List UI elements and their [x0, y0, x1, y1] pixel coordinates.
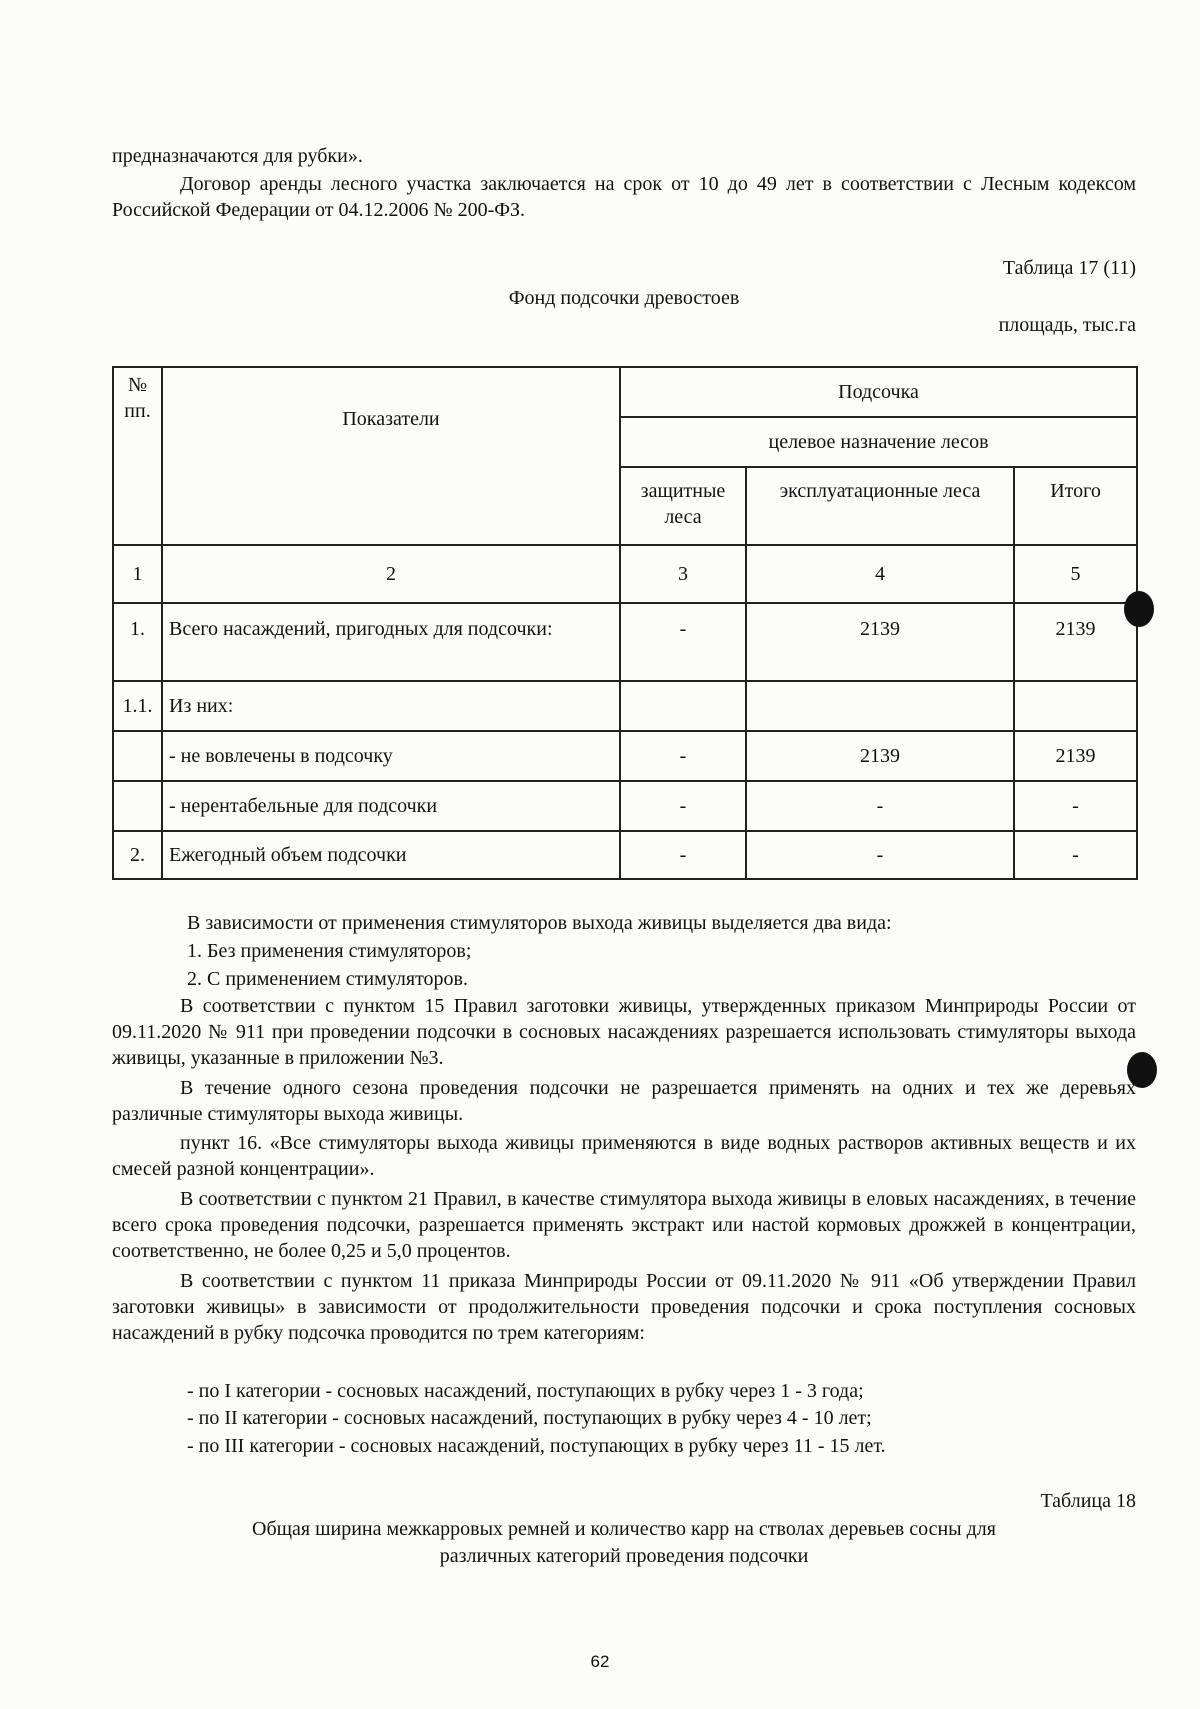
body-paragraph: В течение одного сезона проведения подсочки не разрешается применять на одних и тех же деревьях различные стимуляторы выхода живицы. — [112, 1077, 1136, 1125]
body-list-item: 1. Без применения стимуляторов; — [187, 940, 472, 962]
row-exploitation — [746, 681, 1014, 731]
table-header-row — [113, 367, 1137, 417]
row-protective: - — [620, 603, 746, 681]
header-num: № пп. — [113, 367, 162, 545]
body-list-item: 2. С применением стимуляторов. — [187, 968, 468, 990]
body-paragraph: В соответствии с пунктом 15 Правил заготовки живицы, утвержденных приказом Минприроды России от 09.11.2020 № 911 при проведении подсочки в сосновых насаждениях разрешается использовать стимуляторы выхода живицы, указанные в приложении №3. — [112, 995, 1136, 1069]
row-num: 2. — [113, 831, 162, 879]
row-exploitation: 2139 — [746, 603, 1014, 681]
header-indicators: Показатели — [162, 367, 620, 545]
intro-line: предназначаются для рубки». — [112, 145, 363, 167]
header-purpose: целевое назначение лесов — [620, 417, 1137, 467]
body-paragraph: пункт 16. «Все стимуляторы выхода живицы применяются в виде водных растворов активных веществ и их смесей разной концентрации». — [112, 1132, 1136, 1180]
table-row — [113, 781, 1137, 831]
page-number: 62 — [590, 1652, 610, 1671]
header-tapping: Подсочка — [620, 367, 1137, 417]
category-item: - по II категории - сосновых насаждений, поступающих в рубку через 4 - 10 лет; — [187, 1407, 872, 1429]
table18-title-line1: Общая ширина межкарровых ремней и количество карр на стволах деревьев сосны для — [252, 1518, 996, 1540]
table-row — [113, 731, 1137, 781]
row-name: - не вовлечены в подсочку — [162, 731, 620, 781]
table17-unit: площадь, тыс.га — [998, 314, 1136, 336]
table18-title-line2: различных категорий проведения подсочки — [439, 1545, 809, 1567]
lease-paragraph: Договор аренды лесного участка заключается на срок от 10 до 49 лет в соответствии с Лесным кодексом Российской Федерации от 04.12.2006 № 200-ФЗ. — [112, 173, 1136, 221]
col-number: 1 — [113, 545, 162, 603]
row-name: Из них: — [162, 681, 620, 731]
row-num: 1. — [113, 603, 162, 681]
row-name: Всего насаждений, пригодных для подсочки: — [162, 603, 620, 681]
tapping-fund-table — [112, 366, 1138, 880]
col-number: 4 — [746, 545, 1014, 603]
col-number: 2 — [162, 545, 620, 603]
table17-label: Таблица 17 (11) — [1002, 257, 1136, 279]
row-total: 2139 — [1014, 731, 1137, 781]
col-number: 3 — [620, 545, 746, 603]
row-protective: - — [620, 731, 746, 781]
table18-label: Таблица 18 — [1040, 1490, 1136, 1512]
row-total: 2139 — [1014, 603, 1137, 681]
category-item: - по III категории - сосновых насаждений, поступающих в рубку через 11 - 15 лет. — [187, 1435, 886, 1457]
row-protective: - — [620, 831, 746, 879]
row-exploitation: 2139 — [746, 731, 1014, 781]
body-paragraph: В соответствии с пунктом 11 приказа Минприроды России от 09.11.2020 № 911 «Об утверждении Правил заготовки живицы» в зависимости от продолжительности проведения подсочки и срока поступления сосновых насаждений в рубку подсочка проводится по трем категориям: — [112, 1270, 1136, 1344]
punch-hole-mark — [1124, 591, 1154, 627]
row-num — [113, 731, 162, 781]
row-num — [113, 781, 162, 831]
row-protective — [620, 681, 746, 731]
header-total: Итого — [1014, 467, 1137, 545]
row-protective: - — [620, 781, 746, 831]
row-name: - нерентабельные для подсочки — [162, 781, 620, 831]
table-row — [113, 603, 1137, 681]
row-total — [1014, 681, 1137, 731]
column-number-row — [113, 545, 1137, 603]
row-exploitation: - — [746, 831, 1014, 879]
table17-title: Фонд подсочки древостоев — [508, 287, 740, 309]
body-paragraph: В зависимости от применения стимуляторов выхода живицы выделяется два вида: — [187, 912, 892, 934]
row-num: 1.1. — [113, 681, 162, 731]
category-item: - по I категории - сосновых насаждений, поступающих в рубку через 1 - 3 года; — [187, 1380, 864, 1402]
col-number: 5 — [1014, 545, 1137, 603]
row-exploitation: - — [746, 781, 1014, 831]
header-exploitation: эксплуатационные леса — [746, 467, 1014, 545]
row-total: - — [1014, 781, 1137, 831]
header-protective: защитные леса — [620, 467, 746, 545]
table-row — [113, 831, 1137, 879]
row-total: - — [1014, 831, 1137, 879]
row-name: Ежегодный объем подсочки — [162, 831, 620, 879]
body-paragraph: В соответствии с пунктом 21 Правил, в качестве стимулятора выхода живицы в еловых насаждениях, в течение всего срока проведения подсочки, разрешается применять экстракт или настой кормовых дрожжей в концентрации, соответственно, не более 0,25 и 5,0 процентов. — [112, 1188, 1136, 1262]
table-row — [113, 681, 1137, 731]
